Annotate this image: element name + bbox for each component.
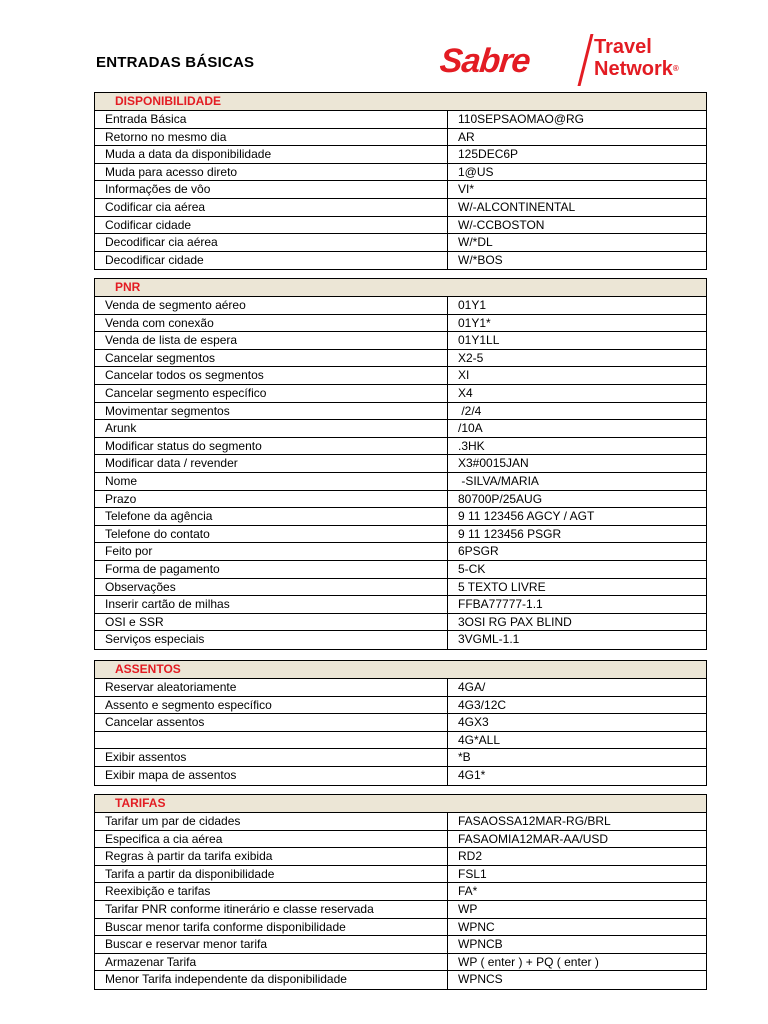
row-command: 5 TEXTO LIVRE: [458, 579, 546, 594]
table-row: [95, 614, 706, 632]
row-command: VI*: [458, 182, 475, 197]
row-label: Tarifa a partir da disponibilidade: [95, 866, 448, 883]
row-command: 9 11 123456 AGCY / AGT: [458, 509, 595, 524]
table-row: [95, 631, 706, 649]
table-row: [95, 146, 706, 164]
logo-line2-wrap: [594, 58, 679, 80]
row-label: Buscar menor tarifa conforme disponibilidade: [95, 919, 448, 936]
row-command: 3OSI RG PAX BLIND: [458, 614, 572, 629]
section-disponibilidade: [94, 92, 707, 270]
row-command: 01Y1LL: [458, 333, 500, 348]
section-header: PNR: [95, 279, 706, 297]
section-assentos: [94, 660, 707, 786]
row-command: 80700P/25AUG: [458, 491, 543, 506]
table-row: [95, 491, 706, 509]
row-label: Serviços especiais: [95, 631, 448, 649]
table-row: [95, 252, 706, 270]
logo-line1: Travel: [594, 36, 652, 58]
row-label: Muda para acesso direto: [95, 164, 448, 181]
row-command: WPNC: [458, 919, 495, 934]
row-command: FSL1: [458, 866, 487, 881]
row-command: X4: [458, 385, 473, 400]
row-command: XI: [458, 368, 470, 383]
row-label: Decodificar cia aérea: [95, 234, 448, 251]
row-label: Muda a data da disponibilidade: [95, 146, 448, 163]
row-label: Inserir cartão de milhas: [95, 596, 448, 613]
row-label: Prazo: [95, 491, 448, 508]
row-label: OSI e SSR: [95, 614, 448, 631]
row-label: Menor Tarifa independente da disponibilidade: [95, 971, 448, 989]
table-row: [95, 767, 706, 785]
table-row: [95, 596, 706, 614]
table-row: [95, 971, 706, 989]
logo-divider: [578, 34, 594, 86]
row-command: WP ( enter ) + PQ ( enter ): [458, 954, 599, 969]
table-row: [95, 883, 706, 901]
table-row: [95, 732, 706, 750]
row-label: Especifica a cia aérea: [95, 831, 448, 848]
row-command: 1@US: [458, 164, 494, 179]
row-command: WPNCS: [458, 972, 503, 987]
table-row: [95, 543, 706, 561]
row-command: FA*: [458, 884, 478, 899]
table-row: [95, 455, 706, 473]
table-row: [95, 526, 706, 544]
table-row: [95, 385, 706, 403]
section-tarifas: [94, 794, 707, 990]
row-command: 4GX3: [458, 715, 489, 730]
table-row: [95, 403, 706, 421]
table-row: [95, 813, 706, 831]
row-label: Assento e segmento específico: [95, 697, 448, 714]
row-label: Feito por: [95, 543, 448, 560]
row-command: 4G*ALL: [458, 732, 501, 747]
row-label: Codificar cidade: [95, 217, 448, 234]
table-row: [95, 561, 706, 579]
row-label: Cancelar segmentos: [95, 350, 448, 367]
row-label: Cancelar segmento específico: [95, 385, 448, 402]
table-row: [95, 901, 706, 919]
table-row: [95, 866, 706, 884]
table-row: [95, 164, 706, 182]
row-label: Tarifar um par de cidades: [95, 813, 448, 830]
row-command: FASAOMIA12MAR-AA/USD: [458, 831, 609, 846]
row-label: Venda de lista de espera: [95, 332, 448, 349]
row-command: 6PSGR: [458, 544, 499, 559]
row-command: FFBA77777-1.1: [458, 597, 543, 612]
table-row: [95, 954, 706, 972]
table-row: [95, 315, 706, 333]
row-command: FASAOSSA12MAR-RG/BRL: [458, 814, 611, 828]
row-label: Cancelar todos os segmentos: [95, 367, 448, 384]
row-label: Telefone do contato: [95, 526, 448, 543]
row-label: Codificar cia aérea: [95, 199, 448, 216]
row-label: Nome: [95, 473, 448, 490]
row-label: Forma de pagamento: [95, 561, 448, 578]
table-row: [95, 714, 706, 732]
logo-brand: Sabre: [438, 42, 532, 80]
table-row: [95, 508, 706, 526]
row-label: Retorno no mesmo dia: [95, 129, 448, 146]
row-command: 9 11 123456 PSGR: [458, 526, 562, 541]
logo-reg-mark: ®: [672, 64, 679, 73]
section-header: ASSENTOS: [95, 661, 706, 679]
table-row: [95, 420, 706, 438]
row-command: 01Y1: [458, 298, 487, 312]
row-command: /2/4: [458, 403, 482, 418]
table-row: [95, 111, 706, 129]
row-command: 110SEPSAOMAO@RG: [458, 112, 584, 126]
row-command: AR: [458, 129, 475, 144]
row-command: X2-5: [458, 350, 484, 365]
table-row: [95, 831, 706, 849]
row-label: Modificar data / revender: [95, 455, 448, 472]
row-command: WP: [458, 901, 478, 916]
row-label: Venda de segmento aéreo: [95, 297, 448, 314]
row-command: 4G1*: [458, 767, 486, 782]
row-label: Decodificar cidade: [95, 252, 448, 270]
row-command: /10A: [458, 421, 483, 436]
row-command: -SILVA/MARIA: [458, 473, 539, 488]
row-label: Exibir assentos: [95, 749, 448, 766]
table-row: [95, 332, 706, 350]
row-label: Entrada Básica: [95, 111, 448, 128]
row-command: WPNCB: [458, 937, 503, 952]
table-row: [95, 679, 706, 697]
row-label: Tarifar PNR conforme itinerário e classe reservada: [95, 901, 448, 918]
row-label: Buscar e reservar menor tarifa: [95, 936, 448, 953]
table-row: [95, 181, 706, 199]
table-row: [95, 234, 706, 252]
section-header: DISPONIBILIDADE: [95, 93, 706, 111]
table-row: [95, 697, 706, 715]
sabre-logo: [438, 30, 698, 90]
row-command: X3#0015JAN: [458, 456, 529, 471]
table-row: [95, 350, 706, 368]
row-label: Arunk: [95, 420, 448, 437]
row-label: Movimentar segmentos: [95, 403, 448, 420]
row-command: *B: [458, 750, 471, 765]
table-row: [95, 438, 706, 456]
row-label: Venda com conexão: [95, 315, 448, 332]
row-label: Exibir mapa de assentos: [95, 767, 448, 785]
table-row: [95, 848, 706, 866]
row-label: Reexibição e tarifas: [95, 883, 448, 900]
table-row: [95, 297, 706, 315]
row-label: [95, 732, 448, 749]
table-row: [95, 217, 706, 235]
row-label: Armazenar Tarifa: [95, 954, 448, 971]
table-row: [95, 579, 706, 597]
row-command: 4G3/12C: [458, 697, 507, 712]
row-command: .3HK: [458, 438, 485, 453]
row-label: Regras à partir da tarifa exibida: [95, 848, 448, 865]
row-label: Modificar status do segmento: [95, 438, 448, 455]
page-title: ENTRADAS BÁSICAS: [96, 54, 255, 71]
row-command: W/*DL: [458, 235, 493, 250]
table-row: [95, 129, 706, 147]
table-row: [95, 199, 706, 217]
logo-line2: Network: [594, 58, 673, 80]
row-command: 125DEC6P: [458, 147, 519, 162]
table-row: [95, 936, 706, 954]
section-header: TARIFAS: [95, 795, 706, 813]
row-label: Telefone da agência: [95, 508, 448, 525]
row-command: RD2: [458, 849, 483, 864]
row-command: W/*BOS: [458, 252, 503, 267]
section-pnr: [94, 278, 707, 650]
row-command: 4GA/: [458, 680, 486, 694]
table-row: [95, 919, 706, 937]
table-row: [95, 749, 706, 767]
row-command: W/-ALCONTINENTAL: [458, 199, 576, 214]
row-label: Reservar aleatoriamente: [95, 679, 448, 696]
row-command: W/-CCBOSTON: [458, 217, 545, 232]
logo-travel-network: [594, 36, 679, 80]
row-command: 5-CK: [458, 561, 486, 576]
table-row: [95, 367, 706, 385]
row-label: Observações: [95, 579, 448, 596]
row-command: 3VGML-1.1: [458, 632, 520, 647]
row-label: Cancelar assentos: [95, 714, 448, 731]
table-row: [95, 473, 706, 491]
row-command: 01Y1*: [458, 315, 491, 330]
row-label: Informações de vôo: [95, 181, 448, 198]
